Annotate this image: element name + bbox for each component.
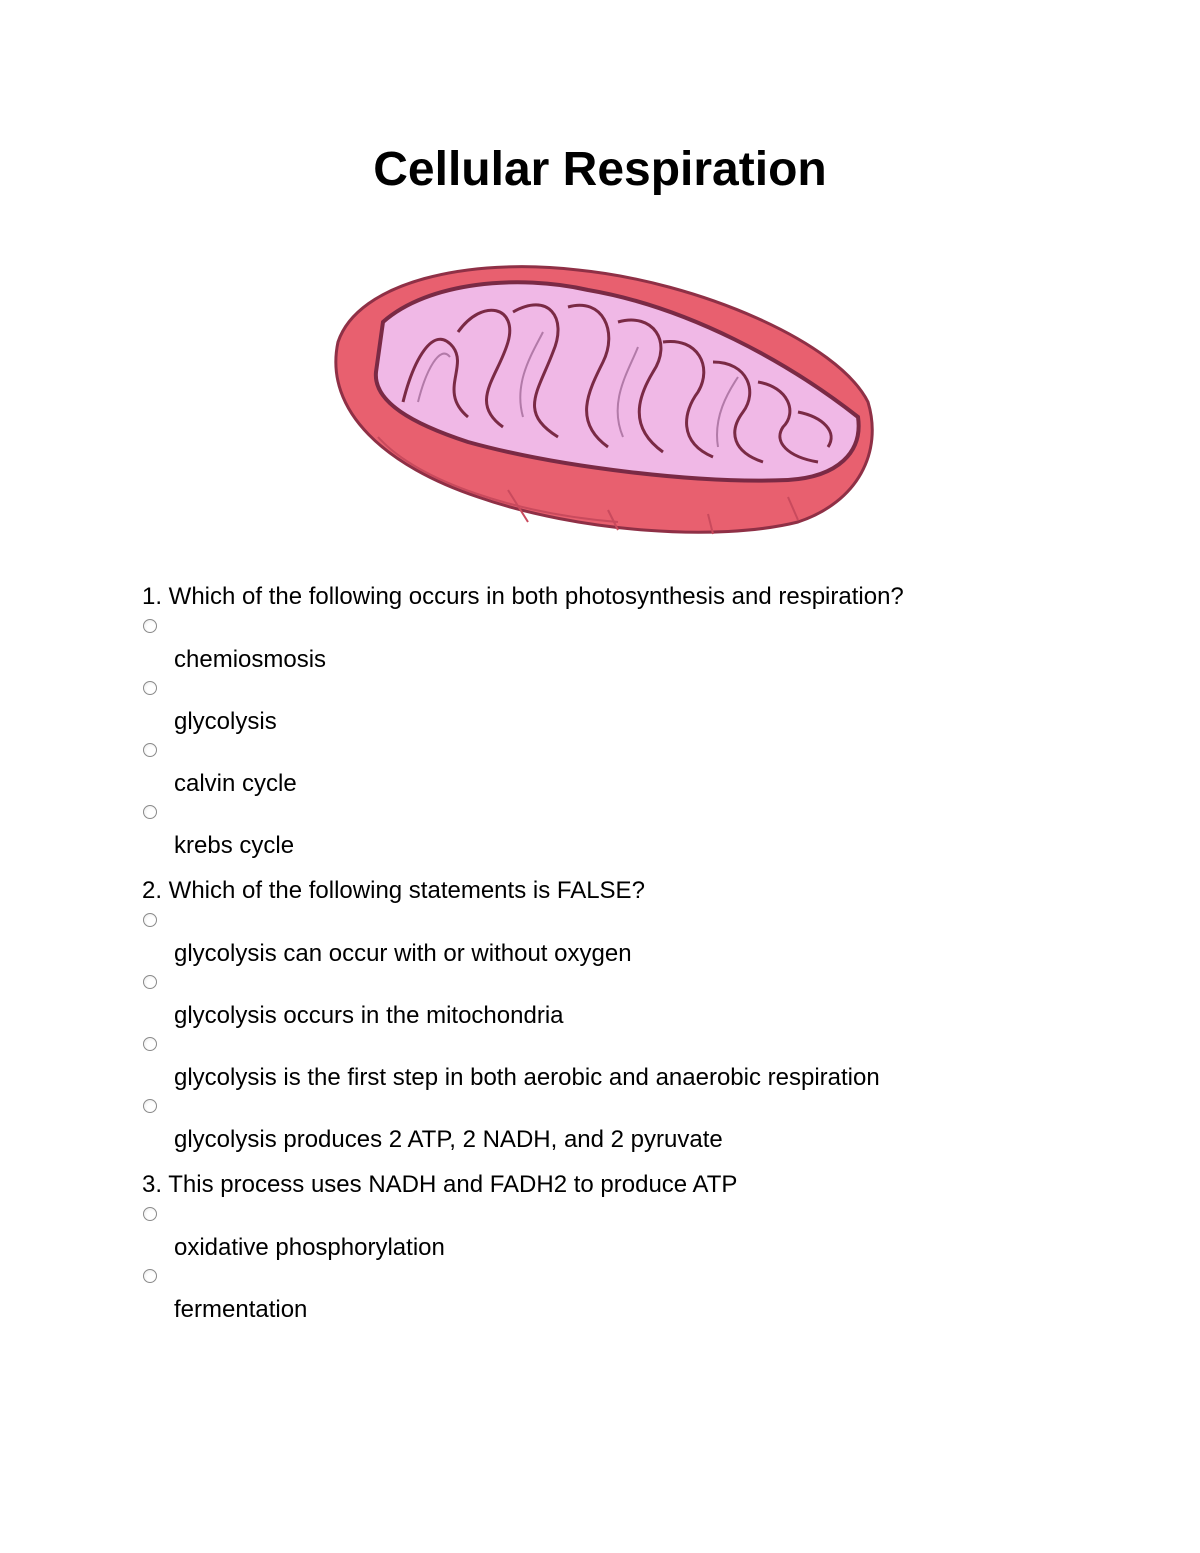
radio-button[interactable]	[143, 681, 157, 695]
question-3	[142, 1168, 1142, 1326]
answer-label[interactable]: glycolysis occurs in the mitochondria	[174, 1002, 564, 1029]
answer-label[interactable]: fermentation	[174, 1296, 308, 1323]
mitochondrion-icon	[318, 252, 878, 542]
answer-label[interactable]: glycolysis produces 2 ATP, 2 NADH, and 2 pyruvate	[174, 1126, 723, 1153]
answer-option	[142, 1094, 1142, 1156]
radio-button[interactable]	[143, 1269, 157, 1283]
answer-label[interactable]: krebs cycle	[174, 832, 295, 859]
answer-option	[142, 1264, 1142, 1326]
answer-label[interactable]: glycolysis	[174, 708, 277, 735]
mitochondrion-figure	[318, 252, 878, 542]
question-1	[142, 580, 1142, 862]
answer-option	[142, 1202, 1142, 1264]
radio-button[interactable]	[143, 1099, 157, 1113]
answer-option	[142, 738, 1142, 800]
radio-button[interactable]	[143, 975, 157, 989]
radio-button[interactable]	[143, 913, 157, 927]
radio-button[interactable]	[143, 619, 157, 633]
answer-label[interactable]: oxidative phosphorylation	[174, 1234, 445, 1261]
radio-button[interactable]	[143, 1037, 157, 1051]
radio-button[interactable]	[143, 1207, 157, 1221]
radio-button[interactable]	[143, 743, 157, 757]
answer-label[interactable]: glycolysis can occur with or without oxygen	[174, 940, 632, 967]
question-text: 2. Which of the following statements is FALSE?	[142, 877, 645, 904]
answer-option	[142, 1032, 1142, 1094]
answer-option	[142, 970, 1142, 1032]
answer-option	[142, 614, 1142, 676]
answer-option	[142, 676, 1142, 738]
question-2	[142, 874, 1142, 1156]
radio-button[interactable]	[143, 805, 157, 819]
answer-option	[142, 908, 1142, 970]
answer-label[interactable]: glycolysis is the first step in both aerobic and anaerobic respiration	[174, 1064, 880, 1091]
question-text: 1. Which of the following occurs in both photosynthesis and respiration?	[142, 583, 904, 610]
question-text: 3. This process uses NADH and FADH2 to produce ATP	[142, 1171, 738, 1198]
answer-label[interactable]: calvin cycle	[174, 770, 297, 797]
quiz	[142, 580, 1142, 1326]
page-title: Cellular Respiration	[373, 143, 827, 196]
answer-option	[142, 800, 1142, 862]
answer-label[interactable]: chemiosmosis	[174, 646, 327, 673]
